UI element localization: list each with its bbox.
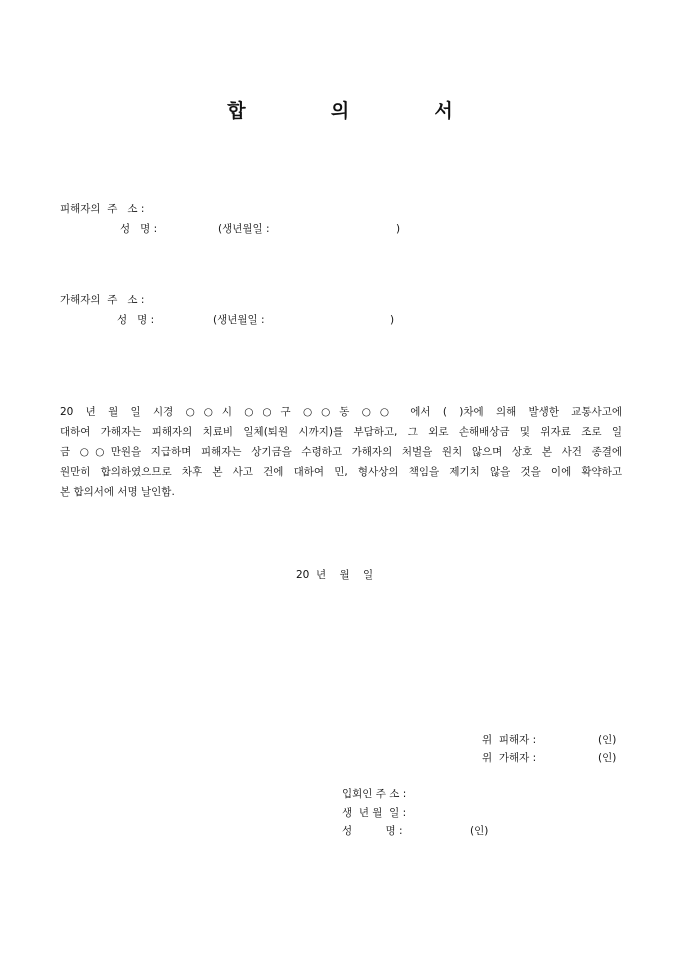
body-line: 본 합의서에 서명 날인함. [60,486,175,498]
witness-address-label: 입회인 주 소 : [342,788,407,800]
body-line: 20 년 월 일 시경 ○○시 ○○구 ○○동 ○○ 에서 ( )차에 의해 발생한 교통사고에 [60,406,622,418]
offender-birth-open: (생년월일 : [213,314,265,326]
offender-birth-close: ) [390,314,395,326]
witness-seal: (인) [470,825,489,837]
body-line: 대하여 가해자는 피해자의 치료비 일체(퇴원 시까지)를 부담하고, 그 외로 손해배상금 및 위자료 조로 일 [60,426,622,438]
witness-birth-label: 생 년 월 일 : [342,807,407,819]
offender-signature-label: 위 가해자 : [482,752,537,764]
victim-name-label: 성 명 : [120,223,158,235]
offender-address-label: 가해자의 주 소 : [60,294,145,306]
offender-name-label: 성 명 : [117,314,155,326]
offender-seal: (인) [598,752,617,764]
victim-signature-label: 위 피해자 : [482,734,537,746]
victim-address-label: 피해자의 주 소 : [60,203,145,215]
body-line: 금 ○○만원을 지급하며 피해자는 상기금을 수령하고 가해자의 처벌을 원치 않으며 상호 본 사건 종결에 [60,446,622,458]
body-line: 원만히 합의하였으므로 차후 본 사고 건에 대하여 민, 형사상의 책임을 제기치 않을 것을 이에 확약하고 [60,466,622,478]
document-title: 합 의 서 [227,100,477,122]
agreement-date: 20 년 월 일 [296,569,374,581]
witness-name-label: 성 명 : [342,825,403,837]
victim-birth-open: (생년월일 : [218,223,270,235]
victim-seal: (인) [598,734,617,746]
agreement-body [60,402,622,502]
victim-birth-close: ) [396,223,401,235]
